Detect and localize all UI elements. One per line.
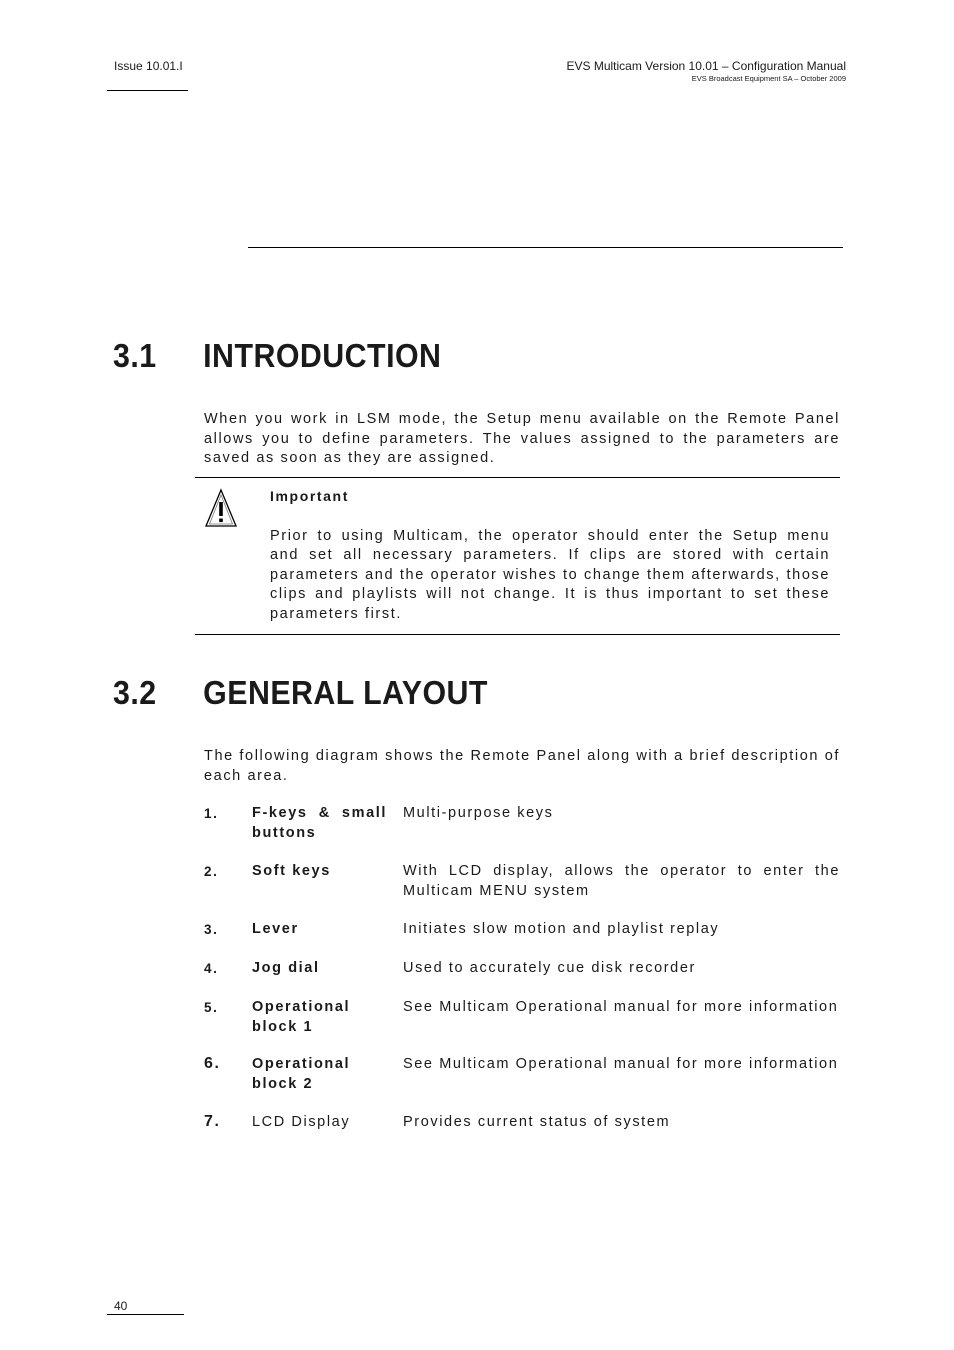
list-item [204, 1113, 840, 1153]
page-number: 40 [114, 1299, 128, 1313]
item-term: Operational block 2 [252, 1056, 351, 1092]
list-item [204, 998, 840, 1038]
list-item [204, 804, 840, 844]
important-title: Important [270, 488, 349, 504]
item-term: Soft keys [252, 863, 331, 879]
item-number: 4. [204, 961, 219, 976]
item-number: 6. [204, 1055, 221, 1072]
section-number: 3.2 [113, 674, 157, 711]
list-item [204, 920, 840, 960]
important-text: Prior to using Multicam, the operator should enter the Setup menu and set all necessary parameters. If clips are stored with certain parameters and the operator wishes to change them afterwards, those clips and playlists will not change. It is thus important to set these parameters first. [270, 528, 830, 622]
footer-rule [107, 1314, 184, 1315]
item-term: Operational block 1 [252, 999, 351, 1035]
warning-triangle-icon [204, 488, 238, 528]
section-title: GENERAL LAYOUT [203, 674, 488, 711]
section-heading-general-layout [113, 674, 488, 712]
item-description: See Multicam Operational manual for more information [403, 999, 839, 1015]
item-number: 7. [204, 1113, 221, 1130]
item-term: LCD Display [252, 1114, 351, 1130]
item-term: Lever [252, 921, 299, 937]
list-item [204, 959, 840, 999]
item-term: Jog dial [252, 960, 320, 976]
document-subtitle: EVS Broadcast Equipment SA – October 2009 [691, 74, 846, 83]
item-description: Multi-purpose keys [403, 805, 554, 821]
section-title: INTRODUCTION [203, 337, 442, 374]
chapter-rule [248, 247, 843, 248]
item-term: F-keys & small buttons [252, 805, 387, 841]
section-heading-introduction [113, 337, 441, 375]
item-description: With LCD display, allows the operator to enter the Multicam MENU system [403, 863, 840, 899]
running-header [567, 59, 847, 84]
item-description: Initiates slow motion and playlist replay [403, 921, 720, 937]
item-description: Used to accurately cue disk recorder [403, 960, 696, 976]
section-number: 3.1 [113, 337, 157, 374]
item-number: 3. [204, 922, 219, 937]
general-layout-paragraph: The following diagram shows the Remote Panel along with a brief description of each area. [204, 748, 840, 784]
header-left-rule [107, 90, 188, 91]
list-item [204, 1055, 840, 1095]
item-number: 1. [204, 806, 219, 821]
item-description: See Multicam Operational manual for more information [403, 1056, 839, 1072]
issue-label: Issue 10.01.I [114, 59, 183, 73]
introduction-paragraph: When you work in LSM mode, the Setup menu available on the Remote Panel allows you to define parameters. The values assigned to the parameters are saved as soon as they are assigned. [204, 411, 840, 466]
item-description: Provides current status of system [403, 1114, 671, 1130]
item-number: 5. [204, 1000, 219, 1015]
item-number: 2. [204, 864, 219, 879]
document-title: EVS Multicam Version 10.01 – Configuration Manual [566, 59, 846, 73]
list-item [204, 862, 840, 902]
